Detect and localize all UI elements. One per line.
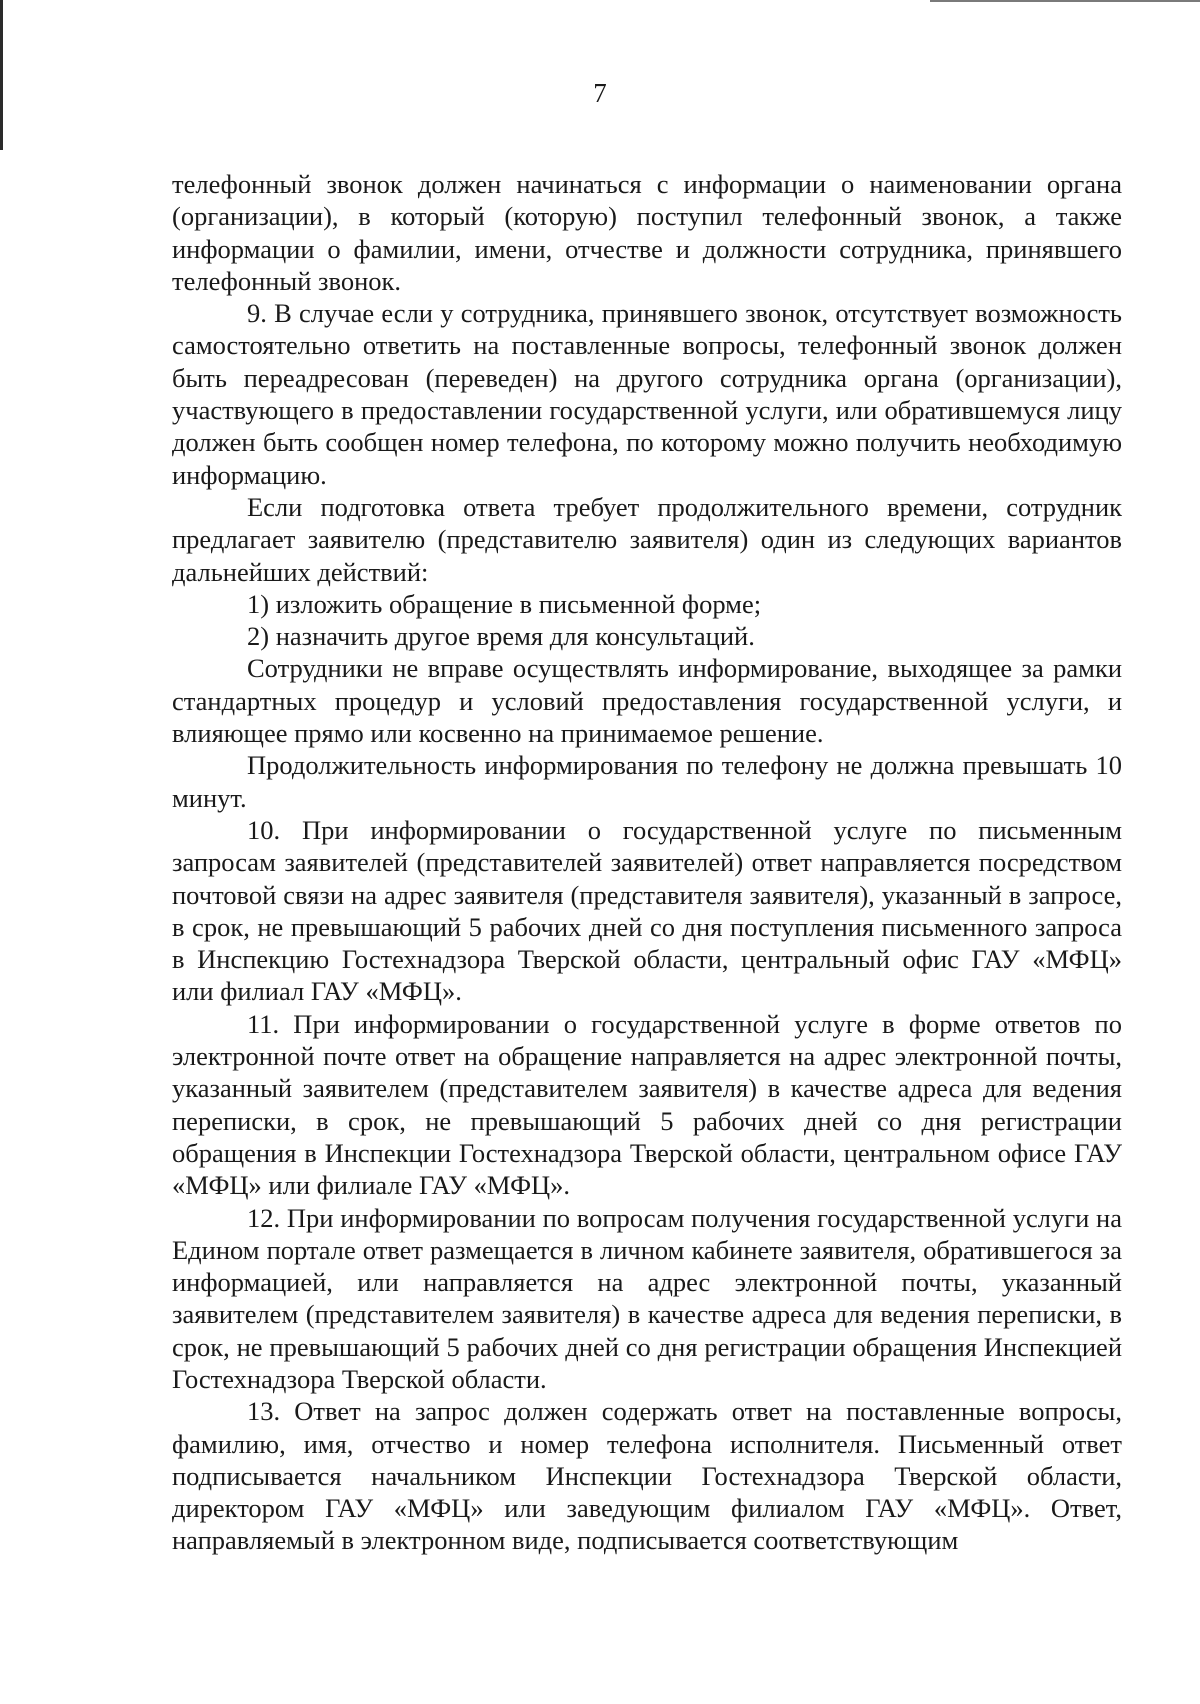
paragraph-item-13: 13. Ответ на запрос должен содержать ответ на поставленные вопросы, фамилию, имя, отчество и номер телефона исполнителя. Письменный ответ подписывается начальником Инспекции Гостехнадзора Тверской области, директором ГАУ «МФЦ» или заведующим филиалом ГАУ «МФЦ». Ответ, направляемый в электронном виде, подписывается соответствующим <box>172 1396 1122 1556</box>
top-border-line <box>930 0 1200 2</box>
paragraph-item-10: 10. При информировании о государственной услуге по письменным запросам заявителей (представителей заявителей) ответ направляется посредством почтовой связи на адрес заявителя (представителя заявителя), указанный в запросе, в срок, не превышающий 5 рабочих дней со дня поступления письменного запроса в Инспекцию Гостехнадзора Тверской области, центральный офис ГАУ «МФЦ» или филиал ГАУ «МФЦ». <box>172 814 1122 1007</box>
paragraph-long-answer: Если подготовка ответа требует продолжительного времени, сотрудник предлагает заявителю (представителю заявителя) один из следующих вариантов дальнейших действий: <box>172 491 1122 587</box>
list-option-2: 2) назначить другое время для консультаций. <box>247 621 755 652</box>
document-body <box>172 168 1122 1557</box>
paragraph-item-12: 12. При информировании по вопросам получения государственной услуги на Едином портале ответ размещается в личном кабинете заявителя, обратившегося за информацией, или направляется на адрес электронной почты, указанный заявителем (представителем заявителя) в качестве адреса для ведения переписки, в срок, не превышающий 5 рабочих дней со дня регистрации обращения Инспекцией Гостехнадзора Тверской области. <box>172 1202 1122 1394</box>
paragraph-duration: Продолжительность информирования по телефону не должна превышать 10 минут. <box>172 750 1122 813</box>
paragraph-item-9: 9. В случае если у сотрудника, принявшего звонок, отсутствует возможность самостоятельно ответить на поставленные вопросы, телефонный звонок должен быть переадресован (переведен) на другого сотрудника органа (организации), участвующего в предоставлении государственной услуги, или обратившемуся лицу должен быть сообщен номер телефона, по которому можно получить необходимую информацию. <box>172 298 1122 490</box>
paragraph-restriction: Сотрудники не вправе осуществлять информирование, выходящее за рамки стандартных процедур и условий предоставления государственной услуги, и влияющее прямо или косвенно на принимаемое решение. <box>172 653 1122 749</box>
paragraph-item-11: 11. При информировании о государственной услуге в форме ответов по электронной почте ответ на обращение направляется на адрес электронной почты, указанный заявителем (представителем заявителя) в качестве адреса для ведения переписки, в срок, не превышающий 5 рабочих дней со дня регистрации обращения в Инспекции Гостехнадзора Тверской области, центральном офисе ГАУ «МФЦ» или филиале ГАУ «МФЦ». <box>172 1008 1122 1201</box>
paragraph-continuation: телефонный звонок должен начинаться с информации о наименовании органа (организации), в который (которую) поступил телефонный звонок, а также информации о фамилии, имени, отчестве и должности сотрудника, принявшего телефонный звонок. <box>172 169 1122 296</box>
list-option-1: 1) изложить обращение в письменной форме; <box>247 588 762 619</box>
scan-edge-line <box>0 0 3 150</box>
page-number: 7 <box>593 78 607 108</box>
